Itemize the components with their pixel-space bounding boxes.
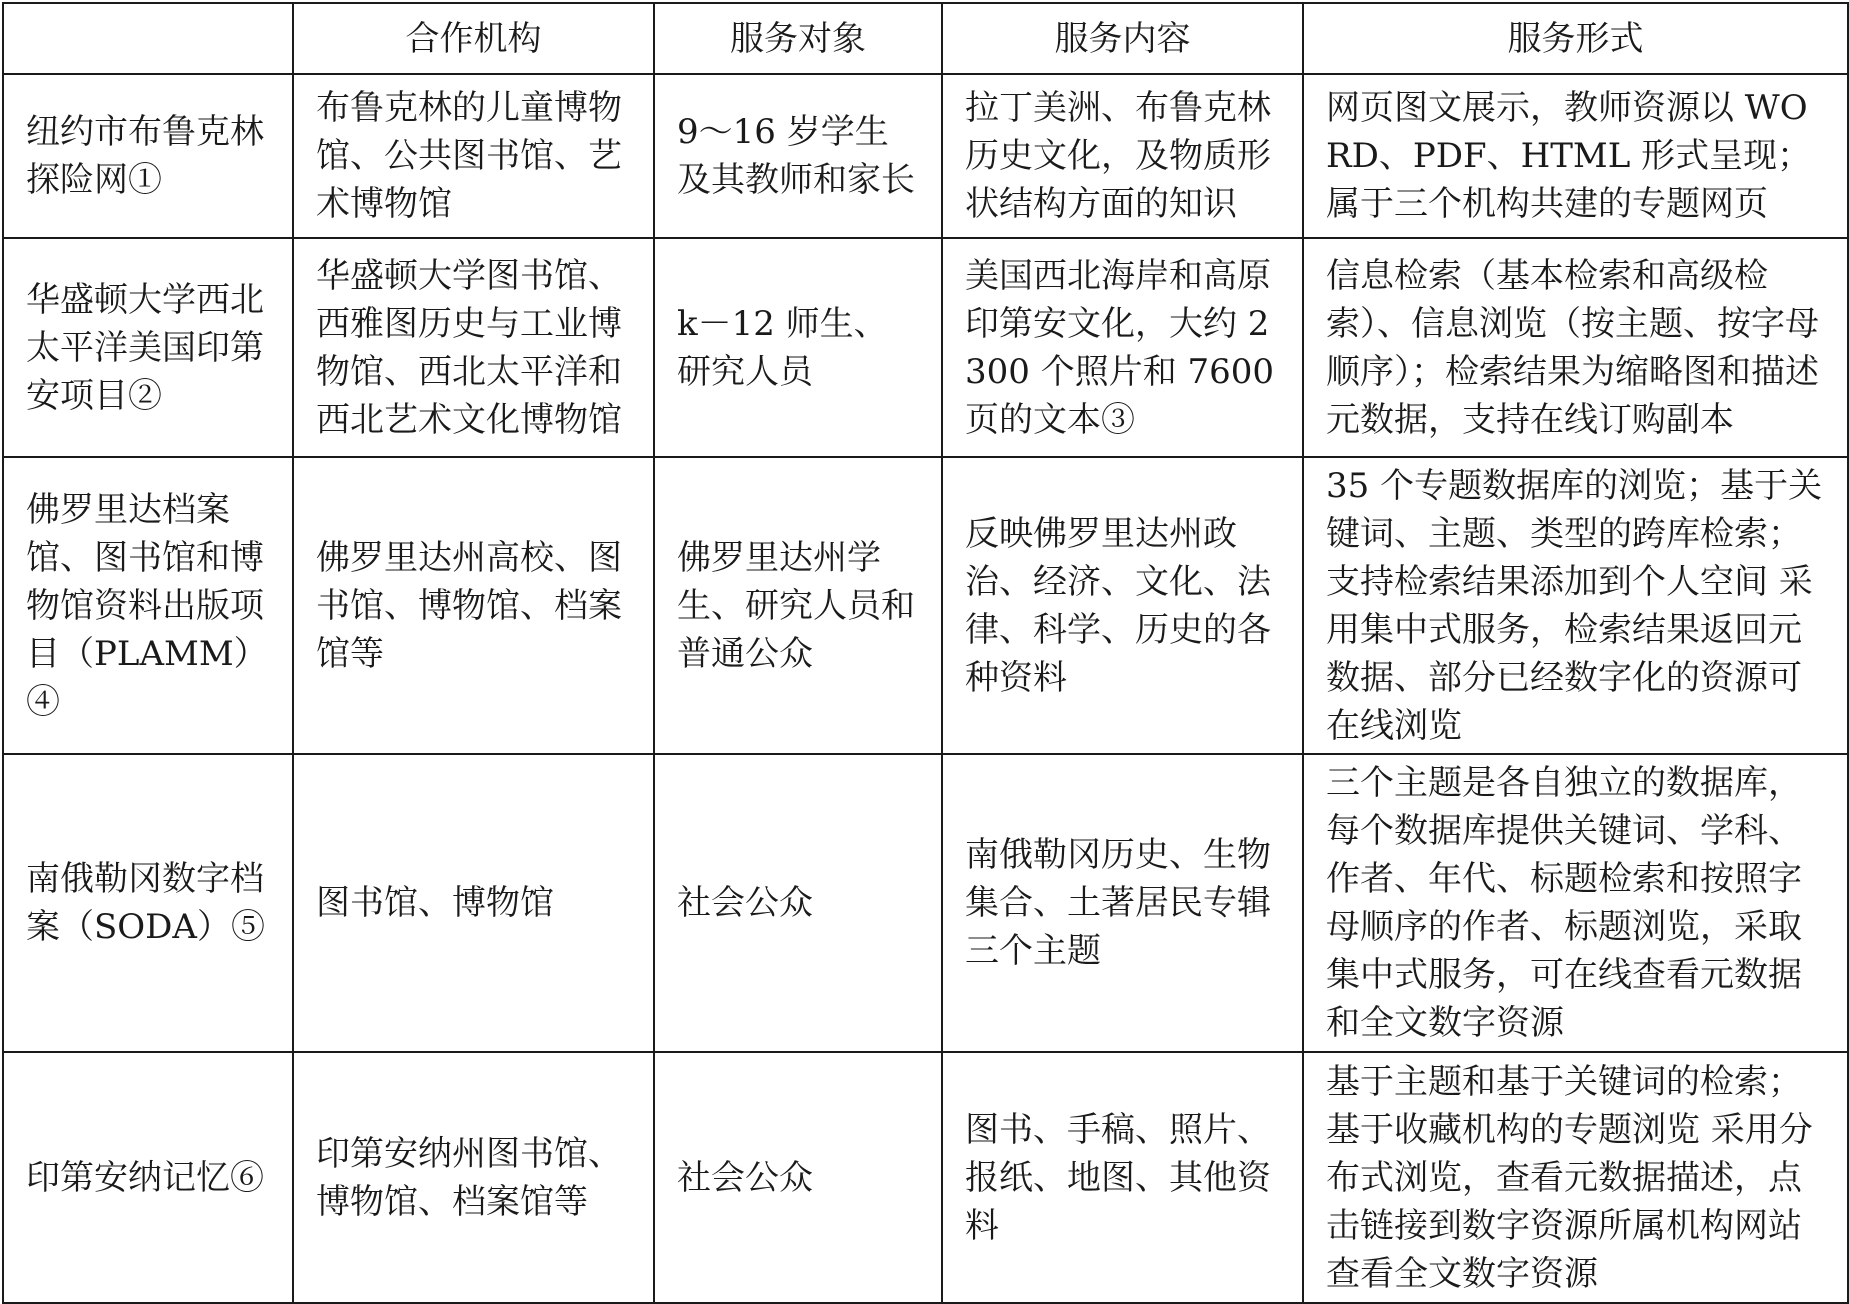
table-row xyxy=(3,238,1848,457)
cell-project: 华盛顿大学西北太平洋美国印第安项目② xyxy=(3,238,293,457)
cell-form: 35 个专题数据库的浏览；基于关键词、主题、类型的跨库检索；支持检索结果添加到个人空间 采用集中式服务，检索结果返回元数据、部分已经数字化的资源可在线浏览 xyxy=(1303,457,1848,754)
cell-partners: 印第安纳州图书馆、博物馆、档案馆等 xyxy=(293,1052,654,1303)
cell-partners: 佛罗里达州高校、图书馆、博物馆、档案馆等 xyxy=(293,457,654,754)
cell-form: 网页图文展示，教师资源以 WORD、PDF、HTML 形式呈现；属于三个机构共建的专题网页 xyxy=(1303,74,1848,238)
cell-project: 纽约市布鲁克林探险网① xyxy=(3,74,293,238)
cell-audience: 社会公众 xyxy=(654,1052,942,1303)
cell-project: 佛罗里达档案馆、图书馆和博物馆资料出版项目（PLAMM）④ xyxy=(3,457,293,754)
cell-form: 三个主题是各自独立的数据库，每个数据库提供关键词、学科、作者、年代、标题检索和按照字母顺序的作者、标题浏览，采取集中式服务，可在线查看元数据和全文数字资源 xyxy=(1303,754,1848,1052)
header-cell-content: 服务内容 xyxy=(942,3,1303,74)
cell-content: 反映佛罗里达州政治、经济、文化、法律、科学、历史的各种资料 xyxy=(942,457,1303,754)
table-row xyxy=(3,754,1848,1052)
cell-content: 美国西北海岸和高原印第安文化，大约 2300 个照片和 7600 页的文本③ xyxy=(942,238,1303,457)
cell-audience: 社会公众 xyxy=(654,754,942,1052)
cell-form: 基于主题和基于关键词的检索；基于收藏机构的专题浏览 采用分布式浏览，查看元数据描述，点击链接到数字资源所属机构网站查看全文数字资源 xyxy=(1303,1052,1848,1303)
cell-project: 南俄勒冈数字档案（SODA）⑤ xyxy=(3,754,293,1052)
cell-project: 印第安纳记忆⑥ xyxy=(3,1052,293,1303)
header-cell-audience: 服务对象 xyxy=(654,3,942,74)
cell-audience: 佛罗里达州学生、研究人员和普通公众 xyxy=(654,457,942,754)
comparison-table xyxy=(2,2,1849,1304)
header-cell-partners: 合作机构 xyxy=(293,3,654,74)
cell-content: 南俄勒冈历史、生物集合、土著居民专辑三个主题 xyxy=(942,754,1303,1052)
cell-partners: 华盛顿大学图书馆、西雅图历史与工业博物馆、西北太平洋和西北艺术文化博物馆 xyxy=(293,238,654,457)
table-row xyxy=(3,1052,1848,1303)
cell-audience: 9～16 岁学生及其教师和家长 xyxy=(654,74,942,238)
cell-content: 拉丁美洲、布鲁克林历史文化，及物质形状结构方面的知识 xyxy=(942,74,1303,238)
cell-content: 图书、手稿、照片、报纸、地图、其他资料 xyxy=(942,1052,1303,1303)
cell-form: 信息检索（基本检索和高级检索）、信息浏览（按主题、按字母顺序）；检索结果为缩略图和描述元数据，支持在线订购副本 xyxy=(1303,238,1848,457)
cell-partners: 图书馆、博物馆 xyxy=(293,754,654,1052)
table-header-row xyxy=(3,3,1848,74)
table-row xyxy=(3,74,1848,238)
cell-audience: k－12 师生、研究人员 xyxy=(654,238,942,457)
header-cell-project xyxy=(3,3,293,74)
header-cell-form: 服务形式 xyxy=(1303,3,1848,74)
cell-partners: 布鲁克林的儿童博物馆、公共图书馆、艺术博物馆 xyxy=(293,74,654,238)
table-row xyxy=(3,457,1848,754)
